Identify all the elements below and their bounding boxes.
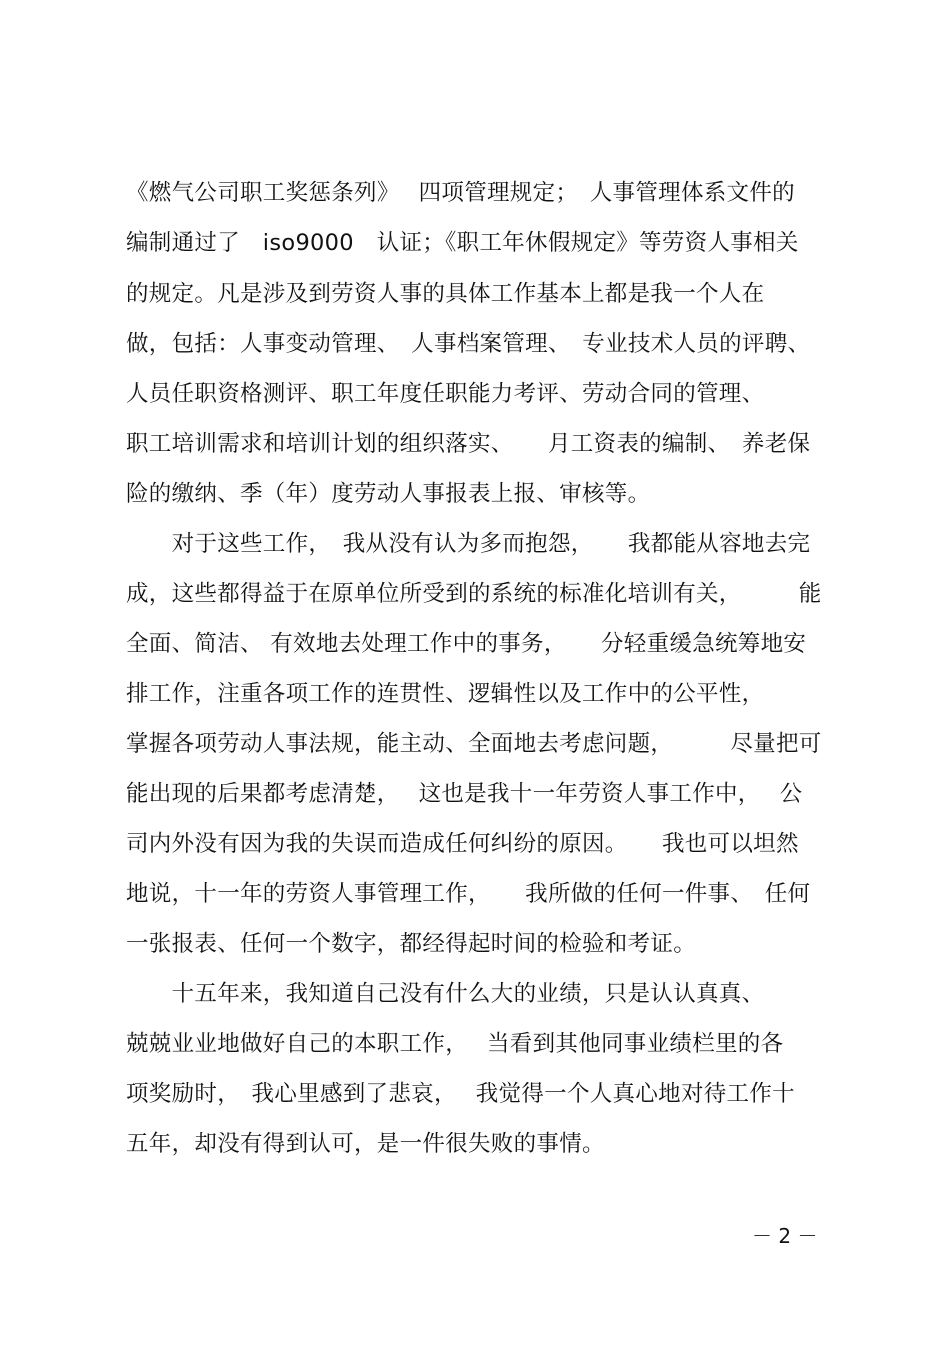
text-line: 能出现的后果都考虑清楚， 这也是我十一年劳资人事工作中， 公 bbox=[126, 781, 803, 807]
text-line: 的规定。凡是涉及到劳资人事的具体工作基本上都是我一个人在 bbox=[126, 281, 765, 307]
text-line: 险的缴纳、季（年）度劳动人事报表上报、审核等。 bbox=[126, 481, 651, 507]
text-line: 兢兢业业地做好自己的本职工作， 当看到其他同事业绩栏里的各 bbox=[126, 1031, 784, 1057]
page-number: － 2 － bbox=[752, 1224, 818, 1248]
text-line: 编制通过了 iso9000 认证；《职工年休假规定》等劳资人事相关 bbox=[126, 230, 799, 256]
text-line: 人员任职资格测评、职工年度任职能力考评、劳动合同的管理、 bbox=[126, 381, 765, 407]
text-line: 司内外没有因为我的失误而造成任何纠纷的原因。 我也可以坦然 bbox=[126, 831, 799, 857]
text-line: 做，包括：人事变动管理、 人事档案管理、 专业技术人员的评聘、 bbox=[126, 331, 811, 357]
text-line: 五年，却没有得到认可，是一件很失败的事情。 bbox=[126, 1131, 605, 1157]
text-line: 地说，十一年的劳资人事管理工作， 我所做的任何一件事、 任何 bbox=[126, 881, 811, 907]
text-line: 成，这些都得益于在原单位所受到的系统的标准化培训有关， 能 bbox=[126, 581, 822, 607]
text-line: 职工培训需求和培训计划的组织落实、 月工资表的编制、 养老保 bbox=[126, 431, 811, 457]
text-line: 一张报表、任何一个数字，都经得起时间的检验和考证。 bbox=[126, 931, 697, 957]
text-line: 对于这些工作， 我从没有认为多而抱怨， 我都能从容地去完 bbox=[126, 531, 811, 557]
text-line: 排工作，注重各项工作的连贯性、逻辑性以及工作中的公平性， bbox=[126, 681, 765, 707]
text-line: 掌握各项劳动人事法规，能主动、全面地去考虑问题， 尽量把可 bbox=[126, 731, 822, 757]
text-line: 《燃气公司职工奖惩条列》 四项管理规定； 人事管理体系文件的 bbox=[126, 180, 795, 206]
text-line: 全面、简洁、 有效地去处理工作中的事务， 分轻重缓急统筹地安 bbox=[126, 631, 807, 657]
text-line: 十五年来，我知道自己没有什么大的业绩，只是认认真真、 bbox=[126, 981, 765, 1007]
text-line: 项奖励时， 我心里感到了悲哀， 我觉得一个人真心地对待工作十 bbox=[126, 1081, 795, 1107]
